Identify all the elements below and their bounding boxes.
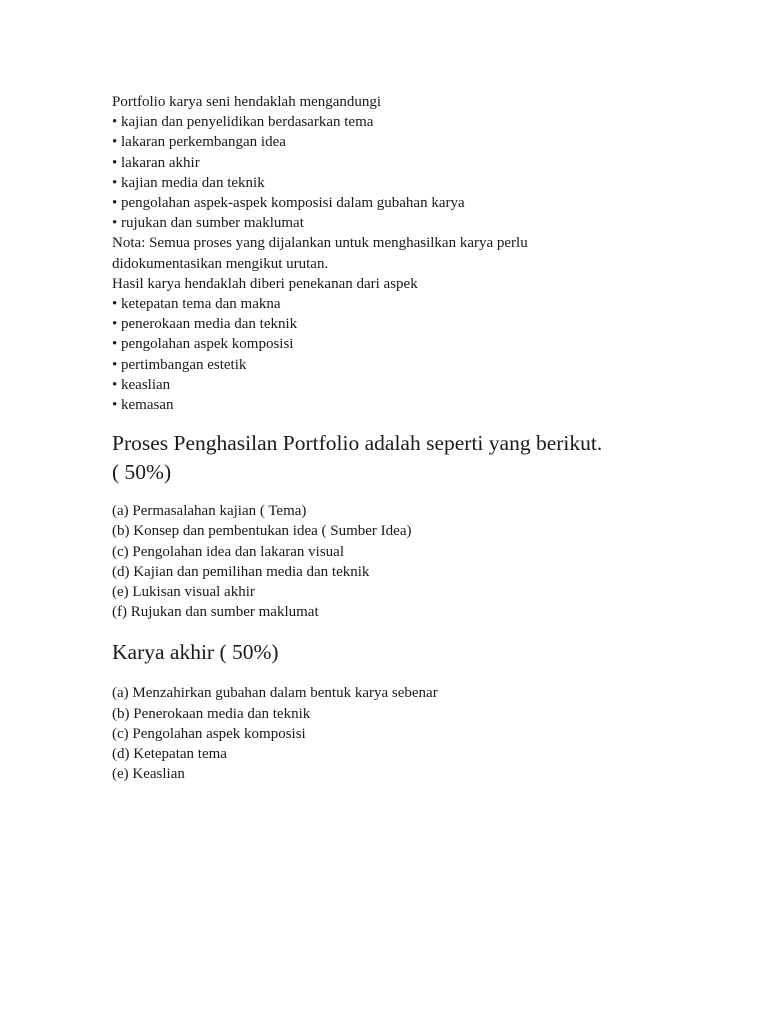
list-item: (c) Pengolahan idea dan lakaran visual — [112, 543, 344, 560]
intro-block — [112, 92, 732, 415]
note-line: Nota: Semua proses yang dijalankan untuk menghasilkan karya perlu — [112, 235, 528, 252]
list-item: (a) Menzahirkan gubahan dalam bentuk karya sebenar — [112, 685, 438, 702]
bullet-item: • kajian dan penyelidikan berdasarkan tema — [112, 114, 374, 131]
section-heading-karya-akhir: Karya akhir ( 50%) — [112, 640, 279, 665]
heading-line: Proses Penghasilan Portfolio adalah seperti yang berikut. — [112, 431, 603, 456]
bullet-item: • kemasan — [112, 397, 174, 414]
list-item: (f) Rujukan dan sumber maklumat — [112, 604, 319, 621]
heading-percent: ( 50%) — [112, 460, 172, 485]
document-page — [112, 92, 732, 784]
proses-list — [112, 501, 732, 622]
intro-title: Portfolio karya seni hendaklah mengandungi — [112, 94, 382, 110]
note-line: didokumentasikan mengikut urutan. — [112, 255, 329, 272]
list-item: (c) Pengolahan aspek komposisi — [112, 725, 306, 742]
bullet-item: • pengolahan aspek komposisi — [112, 336, 294, 353]
bullet-item: • lakaran akhir — [112, 154, 200, 171]
list-item: (d) Kajian dan pemilihan media dan teknik — [112, 563, 370, 580]
bullet-item: • lakaran perkembangan idea — [112, 134, 286, 151]
bullet-item: • pertimbangan estetik — [112, 356, 247, 373]
bullet-item: • kajian media dan teknik — [112, 174, 265, 191]
list-item: (d) Ketepatan tema — [112, 746, 227, 763]
bullet-item: • rujukan dan sumber maklumat — [112, 215, 304, 232]
list-item: (a) Permasalahan kajian ( Tema) — [112, 503, 307, 520]
bullet-item: • pengolahan aspek-aspek komposisi dalam gubahan karya — [112, 195, 465, 212]
list-item: (e) Keaslian — [112, 766, 185, 783]
list-item: (b) Penerokaan media dan teknik — [112, 705, 311, 722]
section-heading-proses — [112, 429, 732, 487]
karya-akhir-list — [112, 683, 732, 784]
bullet-item: • ketepatan tema dan makna — [112, 296, 281, 313]
bullet-item: • keaslian — [112, 376, 171, 393]
list-item: (b) Konsep dan pembentukan idea ( Sumber Idea) — [112, 523, 412, 540]
emphasis-intro: Hasil karya hendaklah diberi penekanan dari aspek — [112, 275, 418, 292]
list-item: (e) Lukisan visual akhir — [112, 584, 255, 601]
bullet-item: • penerokaan media dan teknik — [112, 316, 298, 333]
